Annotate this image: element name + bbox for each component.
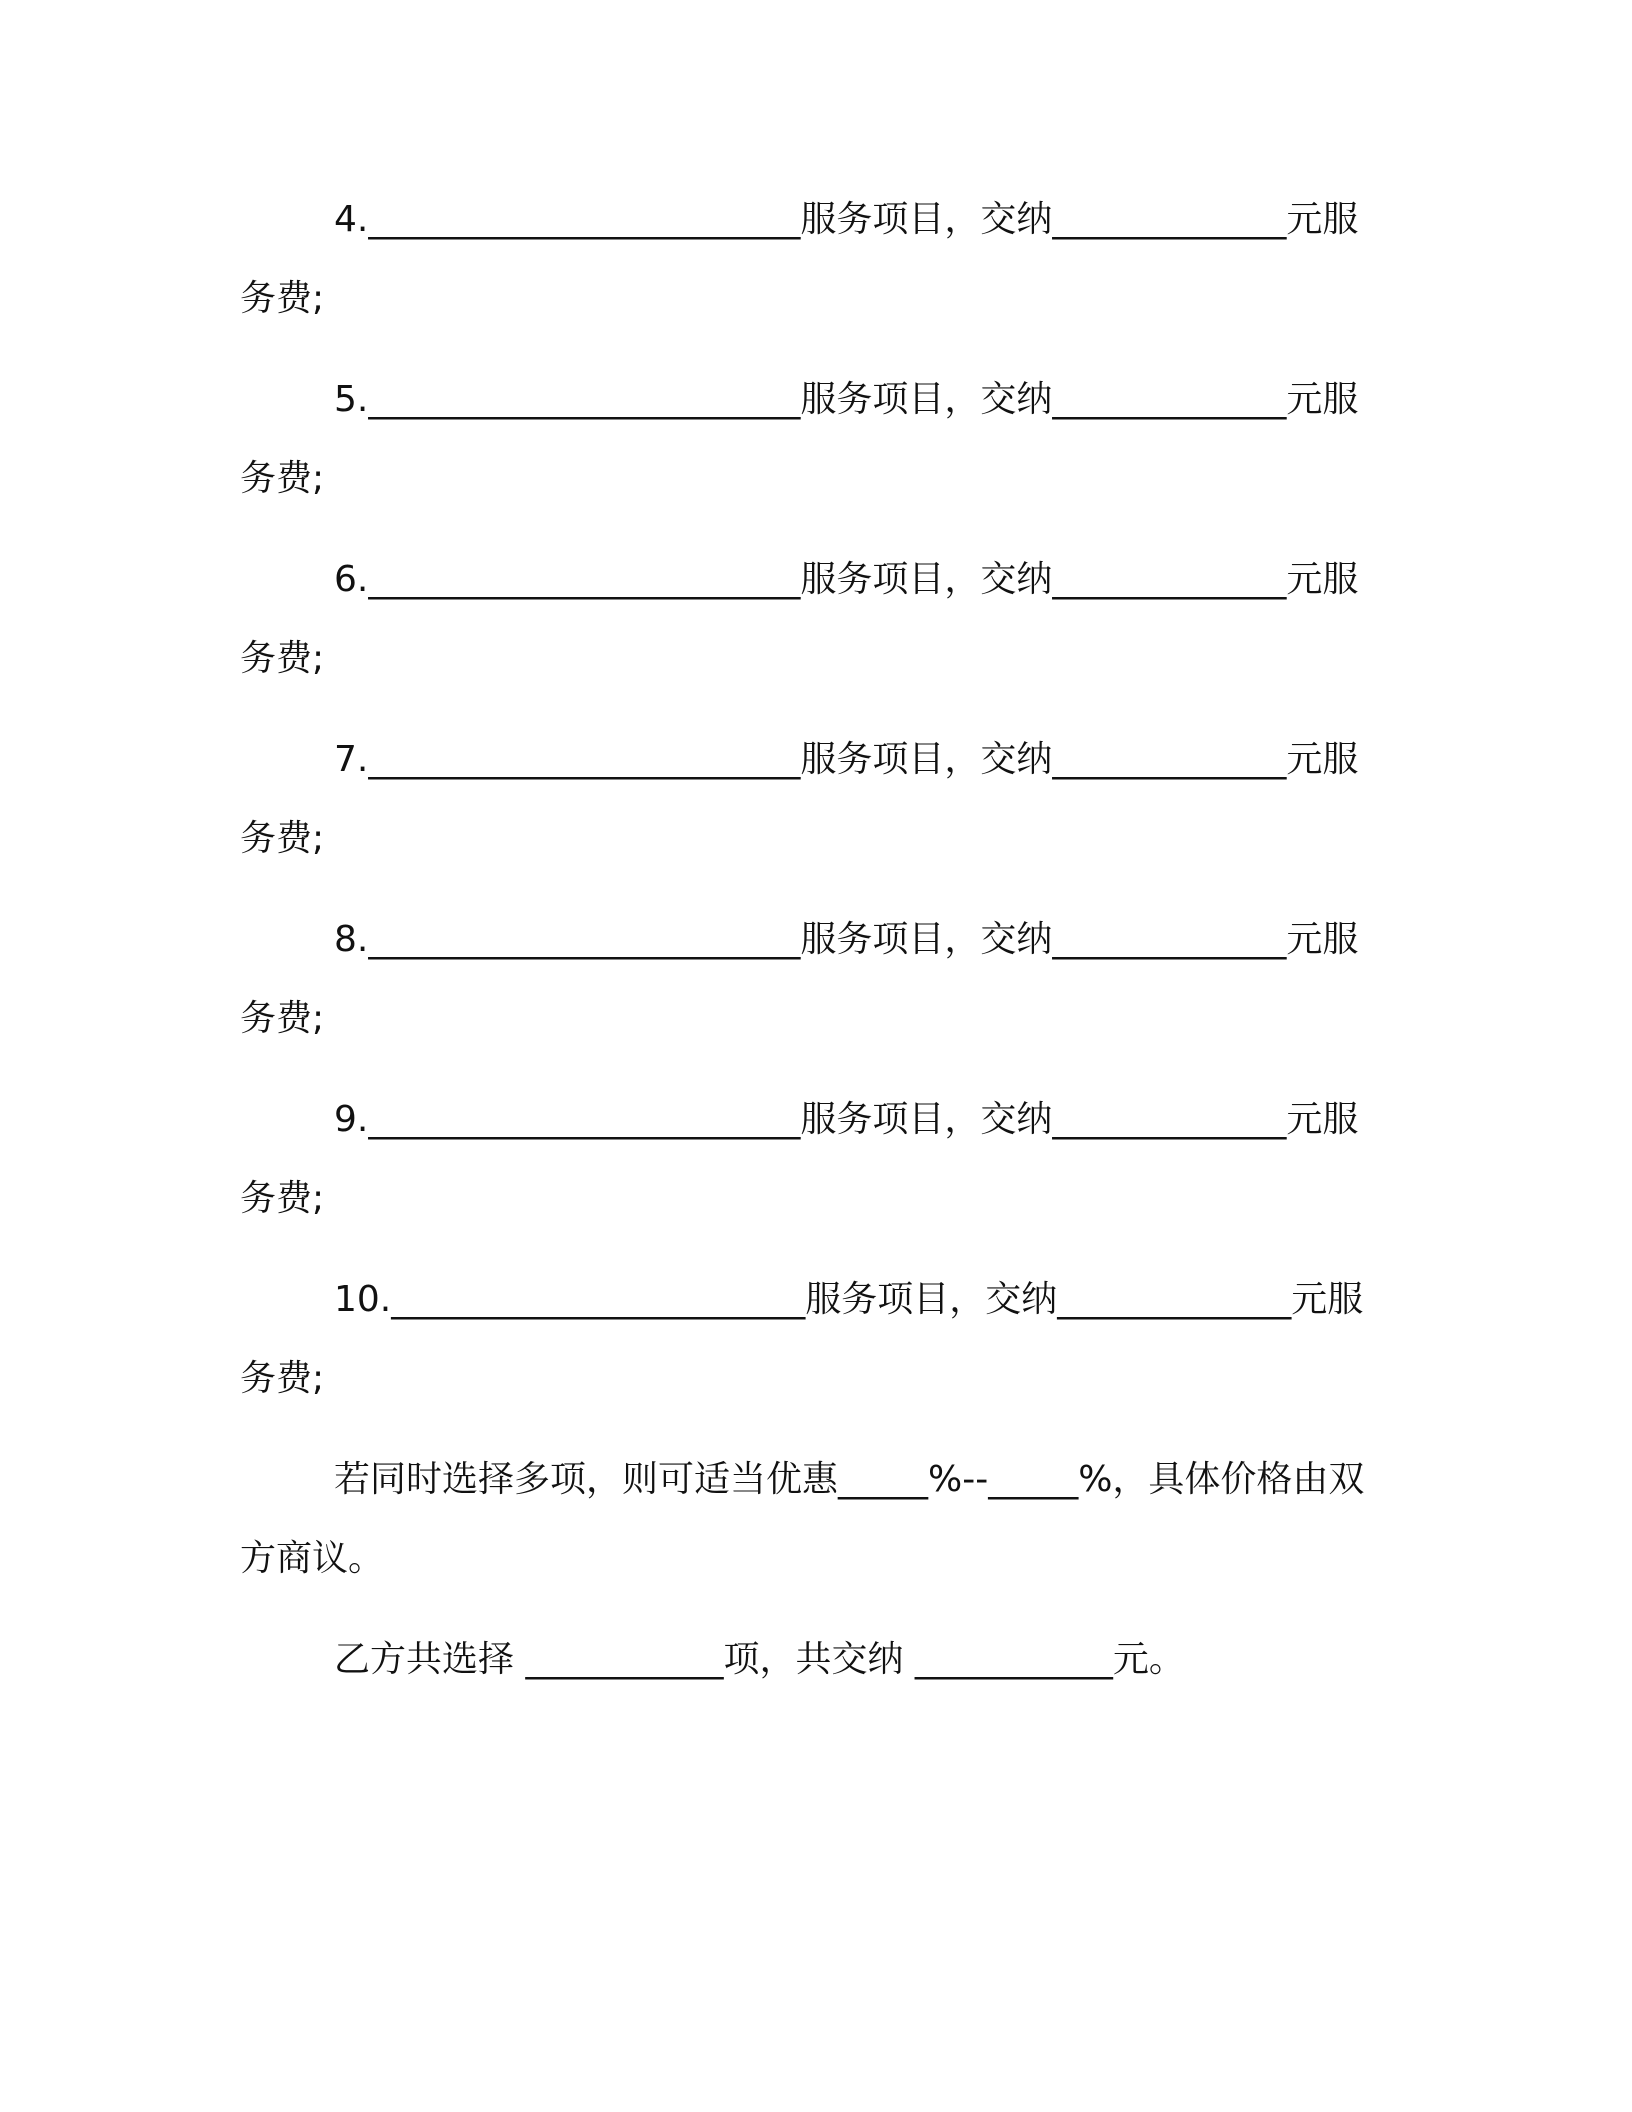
service-item-4 xyxy=(240,180,1380,338)
item-end-text: 元服务费; xyxy=(240,559,1359,679)
item-middle-text: 服务项目，交纳 xyxy=(805,1279,1058,1320)
discount-max-blank: _____ xyxy=(988,1459,1079,1500)
item-end-text: 元服务费; xyxy=(240,1279,1364,1399)
service-name-blank: ________________________ xyxy=(368,919,801,960)
item-number: 9. xyxy=(334,1099,369,1140)
item-middle-text: 服务项目，交纳 xyxy=(800,559,1053,600)
fee-amount-blank: _____________ xyxy=(1052,559,1287,600)
service-item-5 xyxy=(240,360,1380,518)
item-middle-text: 服务项目，交纳 xyxy=(800,1099,1053,1140)
service-name-blank: ________________________ xyxy=(368,739,801,780)
service-item-10 xyxy=(240,1260,1380,1418)
item-end-text: 元服务费; xyxy=(240,379,1359,499)
item-number: 7. xyxy=(334,739,369,780)
fee-amount-blank: _____________ xyxy=(1052,919,1287,960)
fee-amount-blank: _____________ xyxy=(1057,1279,1292,1320)
service-name-blank: ________________________ xyxy=(368,559,801,600)
item-end-text: 元服务费; xyxy=(240,919,1359,1039)
item-number: 4. xyxy=(334,199,369,240)
discount-paragraph xyxy=(240,1440,1380,1598)
fee-amount-blank: _____________ xyxy=(1052,379,1287,420)
service-name-blank: ________________________ xyxy=(368,1099,801,1140)
service-item-8 xyxy=(240,900,1380,1058)
document-body xyxy=(240,180,1380,1721)
item-end-text: 元服务费; xyxy=(240,1099,1359,1219)
fee-amount-blank: _____________ xyxy=(1052,199,1287,240)
item-end-text: 元服务费; xyxy=(240,739,1359,859)
service-item-9 xyxy=(240,1080,1380,1238)
summary-text-1: 乙方共选择 xyxy=(334,1639,526,1680)
item-number: 5. xyxy=(334,379,369,420)
item-number: 8. xyxy=(334,919,369,960)
fee-amount-blank: _____________ xyxy=(1052,739,1287,780)
item-count-blank: ___________ xyxy=(525,1639,724,1680)
discount-text-2: %-- xyxy=(928,1459,989,1500)
item-number: 6. xyxy=(334,559,369,600)
total-amount-blank: ___________ xyxy=(914,1639,1113,1680)
service-item-7 xyxy=(240,720,1380,878)
item-middle-text: 服务项目，交纳 xyxy=(800,919,1053,960)
item-number: 10. xyxy=(334,1279,392,1320)
summary-text-3: 元。 xyxy=(1112,1639,1185,1680)
summary-text-2: 项，共交纳 xyxy=(723,1639,915,1680)
item-end-text: 元服务费; xyxy=(240,199,1359,319)
item-middle-text: 服务项目，交纳 xyxy=(800,379,1053,420)
service-item-6 xyxy=(240,540,1380,698)
service-name-blank: _______________________ xyxy=(391,1279,806,1320)
discount-min-blank: _____ xyxy=(838,1459,929,1500)
fee-amount-blank: _____________ xyxy=(1052,1099,1287,1140)
discount-text-1: 若同时选择多项，则可适当优惠 xyxy=(334,1459,839,1500)
service-name-blank: ________________________ xyxy=(368,379,801,420)
discount-text-3: %，具体价格由双方商议。 xyxy=(240,1459,1365,1579)
summary-paragraph xyxy=(240,1620,1380,1699)
item-middle-text: 服务项目，交纳 xyxy=(800,739,1053,780)
service-name-blank: ________________________ xyxy=(368,199,801,240)
item-middle-text: 服务项目，交纳 xyxy=(800,199,1053,240)
